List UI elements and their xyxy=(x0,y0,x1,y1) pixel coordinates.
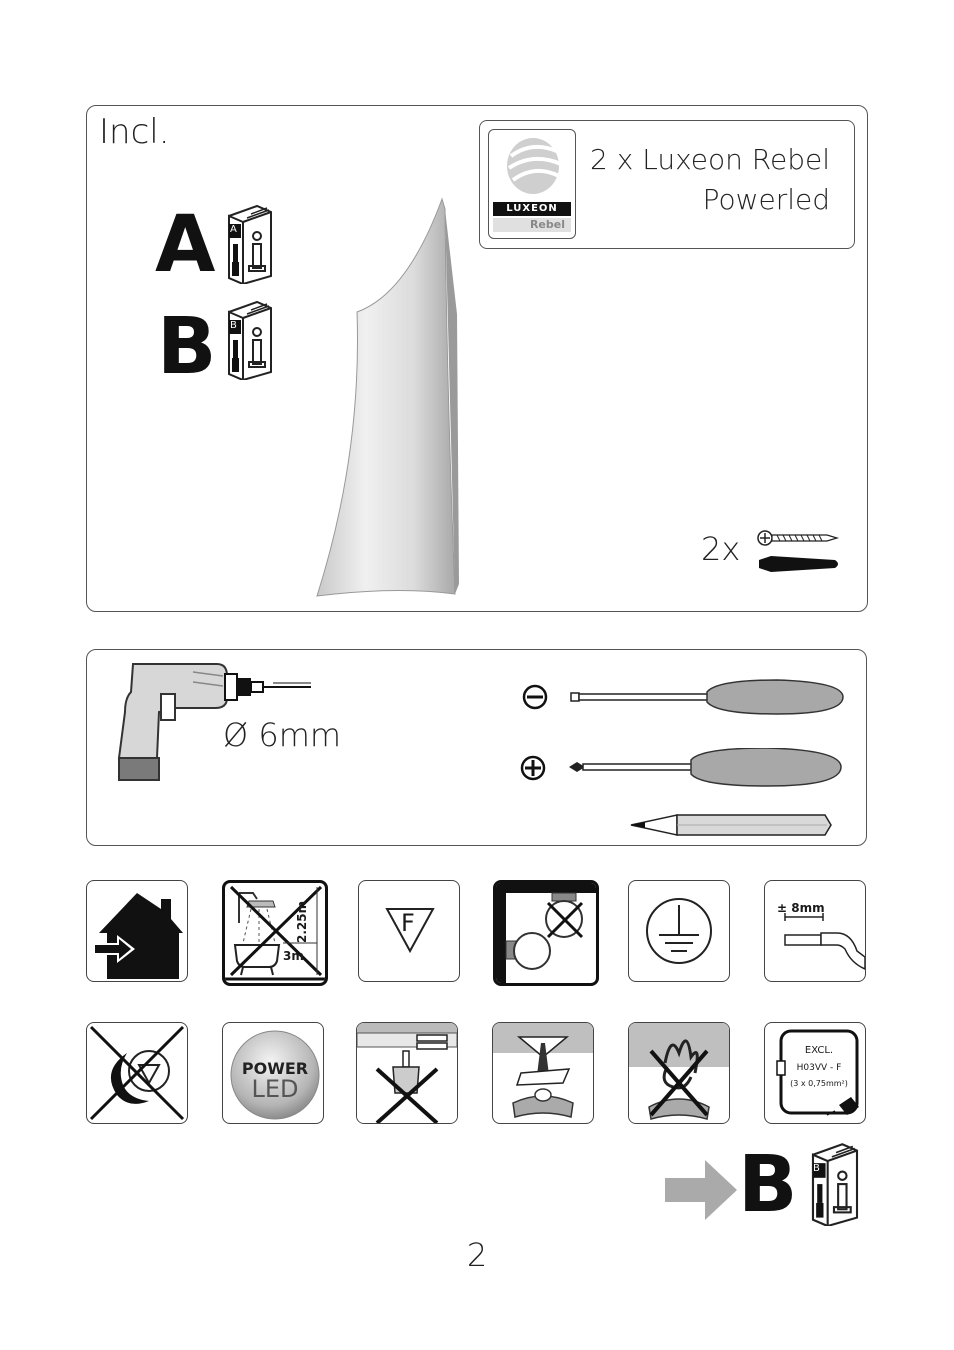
f-mark-icon xyxy=(358,880,460,982)
bathroom-width-label: 3m xyxy=(283,949,304,963)
f-mark-label: F xyxy=(401,909,415,937)
next-manual-tag: B xyxy=(813,1163,820,1174)
screw-and-plug-icon xyxy=(755,526,841,588)
led-description-line1: 2 x Luxeon Rebel xyxy=(590,143,830,176)
luxeon-box xyxy=(479,120,855,249)
wire-strip-icon xyxy=(764,880,866,982)
tools-panel xyxy=(86,649,867,846)
power-led-top-label: POWER xyxy=(241,1059,309,1078)
ceiling-mount-prohibited-icon xyxy=(493,880,599,986)
drill-size-label: Ø 6mm xyxy=(223,716,342,754)
led-description-line2: Powerled xyxy=(702,183,830,216)
cable-excl-label: EXCL. xyxy=(804,1045,834,1056)
plus-circle-icon xyxy=(519,754,547,782)
indoor-use-icon xyxy=(86,880,188,982)
arrow-right-icon xyxy=(665,1160,739,1220)
power-led-bottom-label: LED xyxy=(251,1075,299,1103)
cable-type-label: H03VV - F xyxy=(796,1063,842,1073)
pencil-icon xyxy=(629,812,833,838)
wire-strip-length: ± 8mm xyxy=(777,901,825,915)
included-panel xyxy=(86,105,868,612)
no-cable-under-fixture-icon xyxy=(356,1022,458,1124)
wall-lamp-image xyxy=(297,194,477,604)
luxeon-badge xyxy=(488,129,576,239)
page-number: 2 xyxy=(466,1236,488,1274)
screws-qty: 2x xyxy=(701,530,741,568)
manual-a-tag: A xyxy=(230,224,237,235)
next-manual-letter: B xyxy=(738,1140,798,1230)
earth-ground-icon xyxy=(628,880,730,982)
power-led-icon xyxy=(222,1022,324,1124)
manual-b-tag: B xyxy=(230,320,237,331)
cable-spec-label: (3 x 0,75mm²) xyxy=(790,1079,848,1088)
cable-excluded-icon xyxy=(764,1022,866,1124)
included-title: Incl. xyxy=(99,112,170,152)
no-tangled-wires-icon xyxy=(628,1022,730,1124)
luxeon-brand-label: LUXEON xyxy=(493,202,571,216)
phillips-screwdriver-icon xyxy=(567,748,847,788)
bathroom-zone-icon xyxy=(222,880,328,986)
flat-screwdriver-icon xyxy=(567,678,847,718)
manual-a-icon xyxy=(227,200,273,284)
manual-b-icon xyxy=(227,296,273,380)
luxeon-logo-icon xyxy=(489,130,575,200)
no-dimmer-icon xyxy=(86,1022,188,1124)
ceiling-install-icon xyxy=(492,1022,594,1124)
manual-a-letter: A xyxy=(155,200,216,290)
minus-circle-icon xyxy=(521,683,549,711)
manual-b-letter: B xyxy=(157,302,217,392)
next-manual-icon xyxy=(810,1138,860,1226)
bathroom-height-label: 2.25m xyxy=(295,900,309,943)
luxeon-sub-label: Rebel xyxy=(493,218,571,232)
